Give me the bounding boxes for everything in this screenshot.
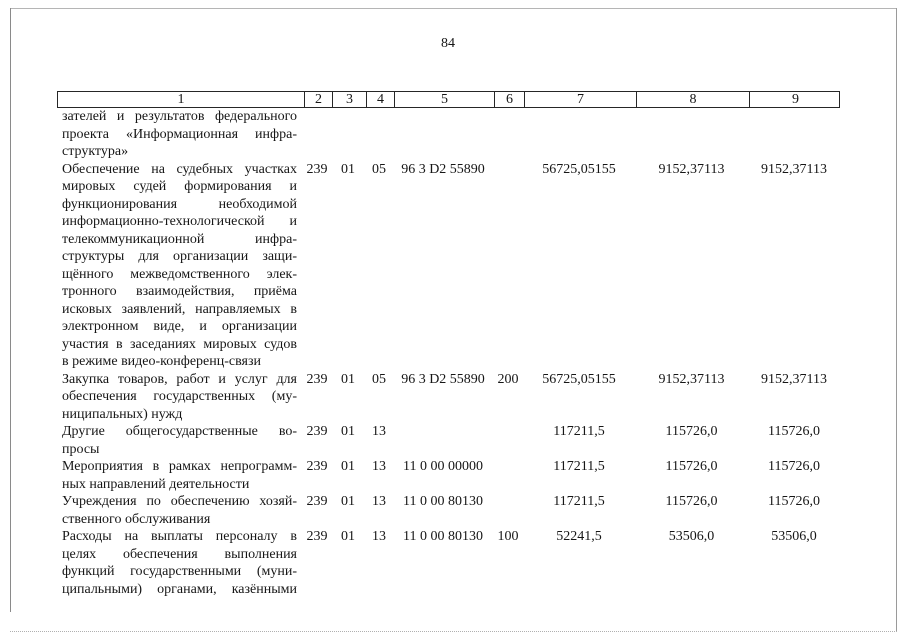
column-number-4: 4: [366, 92, 394, 107]
column-6-value: 200: [497, 371, 519, 387]
row-description-line: структуры для организации защи-: [62, 249, 297, 264]
column-9-value: 9152,37113: [761, 161, 827, 177]
column-8-value: 115726,0: [665, 459, 718, 474]
column-2-value: 239: [306, 424, 328, 439]
column-3-value: 01: [341, 161, 355, 177]
column-6-value: [493, 458, 523, 493]
row-description-line: мировых судей формирования и: [62, 179, 297, 194]
budget-table: [57, 91, 840, 598]
column-number-9: 9: [749, 92, 841, 107]
column-number-7: 7: [524, 92, 636, 107]
column-6-value: [493, 493, 523, 528]
column-2-value: 239: [306, 459, 328, 474]
column-number-3: 3: [332, 92, 366, 107]
row-description-line: Закупка товаров, работ и услуг для: [62, 371, 297, 387]
table-row: [57, 458, 840, 493]
column-9-value: 53506,0: [771, 529, 817, 544]
column-2-value: 239: [306, 161, 328, 177]
column-3-value: [331, 108, 365, 161]
row-description-line: ниципальных) нужд: [62, 406, 183, 422]
table-row: [57, 423, 840, 458]
column-5-value: [393, 423, 493, 458]
row-description-line: Другие общегосударственные во-: [62, 424, 297, 439]
column-number-6: 6: [494, 92, 524, 107]
column-number-5: 5: [394, 92, 494, 107]
column-8-value: 53506,0: [668, 529, 715, 544]
column-5-value: 11 0 00 00000: [403, 459, 483, 474]
row-description-line: функционирования необходимой: [62, 196, 297, 212]
column-7-value: 52241,5: [556, 529, 602, 544]
column-5-value: 96 3 D2 55890: [401, 161, 485, 177]
table-header-row: [57, 91, 840, 108]
column-5-value: 11 0 00 80130: [403, 529, 483, 544]
table-body: [57, 108, 840, 598]
row-description-line: Учреждения по обеспечению хозяй-: [62, 494, 297, 509]
column-number-8: 8: [636, 92, 749, 107]
row-description-cell: [57, 493, 303, 528]
row-description-line: тронного взаимодействия, приёма: [62, 284, 297, 299]
column-4-value: 05: [372, 161, 386, 177]
column-2-value: 239: [306, 529, 328, 544]
column-7-value: 117211,5: [553, 424, 605, 439]
column-6-value: [493, 423, 523, 458]
page-edge-bottom: [10, 631, 897, 632]
page-edge-right: [896, 8, 897, 632]
row-description-line: проекта «Информационная инфра-: [62, 126, 297, 142]
row-description-line: ственного обслуживания: [62, 511, 211, 527]
column-3-value: 01: [341, 529, 355, 544]
column-2-value: 239: [306, 371, 328, 387]
column-6-value: 100: [497, 529, 519, 544]
column-4-value: 13: [372, 424, 386, 439]
row-description-cell: [57, 161, 303, 371]
column-4-value: 13: [372, 529, 386, 544]
row-description-cell: [57, 458, 303, 493]
row-description-line: электронном виде, и организации: [62, 319, 297, 334]
column-3-value: 01: [341, 371, 355, 387]
column-8-value: 9152,37113: [658, 161, 725, 177]
row-description-cell: [57, 528, 303, 598]
row-description-line: Мероприятия в рамках непрограмм-: [62, 459, 297, 474]
row-description-line: структура»: [62, 144, 129, 159]
table-row: [57, 161, 840, 371]
column-2-value: [303, 108, 331, 161]
column-9-value: 115726,0: [768, 494, 820, 509]
column-8-value: 115726,0: [665, 424, 718, 439]
row-description-line: щённого межведомственного элек-: [62, 266, 297, 282]
column-5-value: 11 0 00 80130: [403, 494, 483, 509]
table-row: [57, 108, 840, 161]
page-edge-top: [10, 8, 897, 9]
column-4-value: [365, 108, 393, 161]
column-4-value: 13: [372, 494, 386, 509]
column-3-value: 01: [341, 459, 355, 474]
column-2-value: 239: [306, 494, 328, 509]
page-edge-left: [10, 8, 11, 612]
column-7-value: 117211,5: [553, 494, 605, 509]
column-3-value: 01: [341, 424, 355, 439]
row-description-line: обеспечения государственных (му-: [62, 389, 297, 404]
column-9-value: 115726,0: [768, 459, 820, 474]
table-row: [57, 493, 840, 528]
row-description-line: зателей и результатов федерального: [62, 109, 297, 124]
column-number-2: 2: [304, 92, 332, 107]
column-8-value: [635, 108, 748, 161]
column-7-value: 56725,05155: [542, 371, 616, 387]
table-row: [57, 371, 840, 424]
column-9-value: 9152,37113: [761, 371, 827, 387]
column-5-value: [393, 108, 493, 161]
row-description-line: ных направлений деятельности: [62, 476, 250, 492]
column-number-1: 1: [177, 92, 185, 107]
row-description-line: целях обеспечения выполнения: [62, 546, 297, 562]
column-9-value: [748, 108, 840, 161]
column-8-value: 115726,0: [665, 494, 718, 509]
row-description-cell: [57, 371, 303, 424]
row-description-line: участия в заседаниях мировых судов: [62, 336, 297, 352]
table-row: [57, 528, 840, 598]
row-description-line: информационно-технологической и: [62, 214, 297, 229]
column-8-value: 9152,37113: [658, 371, 725, 387]
column-3-value: 01: [341, 494, 355, 509]
column-7-value: [523, 108, 635, 161]
row-description-line: в режиме видео-конференц-связи: [62, 354, 261, 369]
row-description-line: телекоммуникационной инфра-: [62, 231, 297, 247]
column-5-value: 96 3 D2 55890: [401, 371, 485, 387]
row-description-line: Расходы на выплаты персоналу в: [62, 529, 297, 544]
row-description-line: ципальными) органами, казёнными: [62, 581, 297, 597]
column-4-value: 05: [372, 371, 386, 387]
row-description-line: Обеспечение на судебных участках: [62, 161, 297, 177]
column-4-value: 13: [372, 459, 386, 474]
row-description-line: просы: [62, 441, 100, 457]
column-6-value: [493, 161, 523, 371]
row-description-cell: [57, 108, 303, 161]
page-number: 84: [441, 36, 455, 51]
column-6-value: [493, 108, 523, 161]
column-7-value: 56725,05155: [542, 161, 616, 177]
column-7-value: 117211,5: [553, 459, 605, 474]
column-9-value: 115726,0: [768, 424, 820, 439]
row-description-line: функций государственными (муни-: [62, 564, 297, 579]
row-description-line: исковых заявлений, направляемых в: [62, 301, 297, 317]
row-description-cell: [57, 423, 303, 458]
